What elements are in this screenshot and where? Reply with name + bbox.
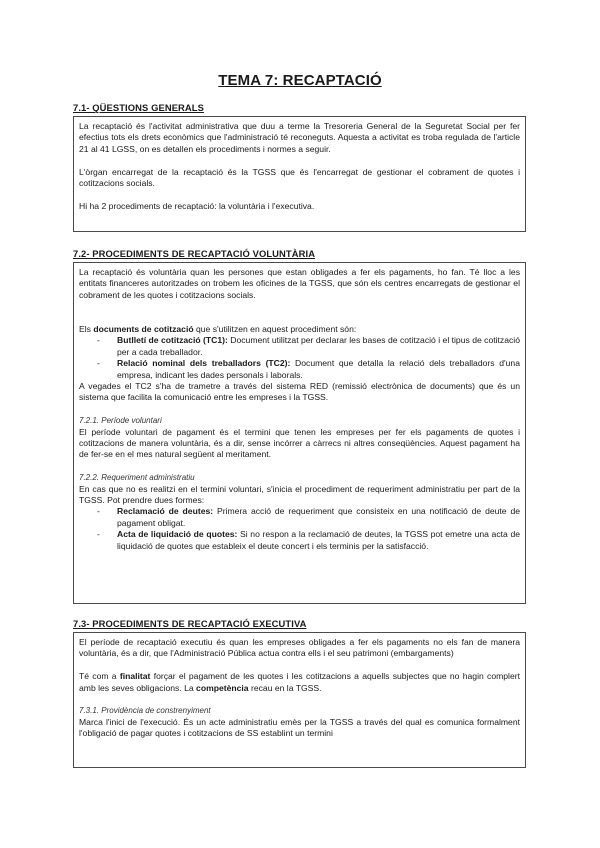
paragraph: L'òrgan encarregat de la recaptació és la TGSS que és l'encarregat de gestionar el cobrament de quotes i cotitzacions socials. <box>79 166 520 189</box>
subsection-heading-7-2-2: 7.2.2. Requeriment administratiu <box>79 473 195 483</box>
paragraph: La recaptació és l'activitat administrativa que duu a terme la Tresoreria General de la Seguretat Social per fer efectius tots els drets econòmics que l'administració té reconeguts. Aquesta a activitat es troba regulada de l'article 21 al 41 LGSS, on es detallen els procediments i normes a seguir. <box>79 121 520 154</box>
requirement-forms-list <box>79 506 520 552</box>
documents-list <box>79 335 520 381</box>
paragraph: En cas que no es realitzi en el termini voluntari, s'inicia el procediment de requeriment administratiu per part de la TGSS. Pot prendre dues formes: <box>79 483 520 506</box>
section-box-7-3 <box>73 632 526 768</box>
paragraph-finalitat: Té com a finalitat forçar el pagament de les quotes i les cotitzacions a aquells subjectes que no hagin complert amb les seves obligacions. La competència recau en la TGSS. <box>79 671 520 693</box>
list-item: - Butlletí de cotització (TC1): Document utilitzat per declarar les bases de cotització i el tipus de cotització per a cada treballador. <box>97 335 520 357</box>
paragraph: Marca l'inici de l'execució. És un acte administratiu emès per la TGSS a través del qual es comunica formalment l'obligació de pagar quotes i cotitzacions de SS establint un termini <box>79 716 520 739</box>
section-box-7-1 <box>73 116 526 232</box>
paragraph: A vegades el TC2 s'ha de trametre a través del sistema RED (remissió electrònica de documents) que és un sistema que facilita la comunicació entre les empreses i la TGSS. <box>79 381 520 403</box>
paragraph: Hi ha 2 procediments de recaptació: la voluntària i l'executiva. <box>79 200 315 211</box>
section-heading-7-3: 7.3- PROCEDIMENTS DE RECAPTACIÓ EXECUTIVA <box>73 618 307 629</box>
subsection-heading-7-2-1: 7.2.1. Període voluntari <box>79 416 162 426</box>
section-heading-7-2: 7.2- PROCEDIMENTS DE RECAPTACIÓ VOLUNTÀRIA <box>73 248 316 259</box>
paragraph-documents-lead: Els documents de cotització que s'utilitzen en aquest procediment són: <box>79 324 357 335</box>
paragraph: El període de recaptació executiu és quan les empreses obligades a fer els pagaments no els fan de manera voluntària, és a dir, que l'Administració Pública actua contra ells i el seu patrimoni (embargaments) <box>79 637 520 659</box>
section-box-7-2 <box>73 262 526 604</box>
list-item: - Reclamació de deutes: Primera acció de requeriment que consisteix en una notificació de deute de pagament obligat. <box>97 506 521 528</box>
document-title: TEMA 7: RECAPTACIÓ <box>218 72 382 89</box>
list-item: - Relació nominal dels treballadors (TC2): Document que detalla la relació dels treballadors d'una empresa, indicant les dades personals i laborals. <box>97 358 520 380</box>
list-item: - Acta de liquidació de quotes: Si no respon a la reclamació de deutes, la TGSS pot emetre una acta de liquidació de quotes que estableix el deute concert i els terminis per la satisfacció. <box>97 529 521 551</box>
section-heading-7-1: 7.1- QÜESTIONS GENERALS <box>73 102 204 113</box>
paragraph: La recaptació és voluntària quan les persones que estan obligades a fer els pagaments, ho fan. Té lloc a les entitats financeres autoritzades on trobem les oficines de la TGSS, que són els centres encarregats de gestionar el cobrament de les quotes i cotitzacions socials. <box>79 267 520 300</box>
subsection-heading-7-3-1: 7.3.1. Providència de constrenyiment <box>79 706 211 716</box>
paragraph: El període voluntari de pagament és el termini que tenen les empreses per fer els pagaments de quotes i cotitzacions de manera voluntària, és a dir, sense incórrer a càrrecs ni altres conseqüències. Aquest pagament ha de fer-se en el mes natural següent al meritament. <box>79 426 520 460</box>
